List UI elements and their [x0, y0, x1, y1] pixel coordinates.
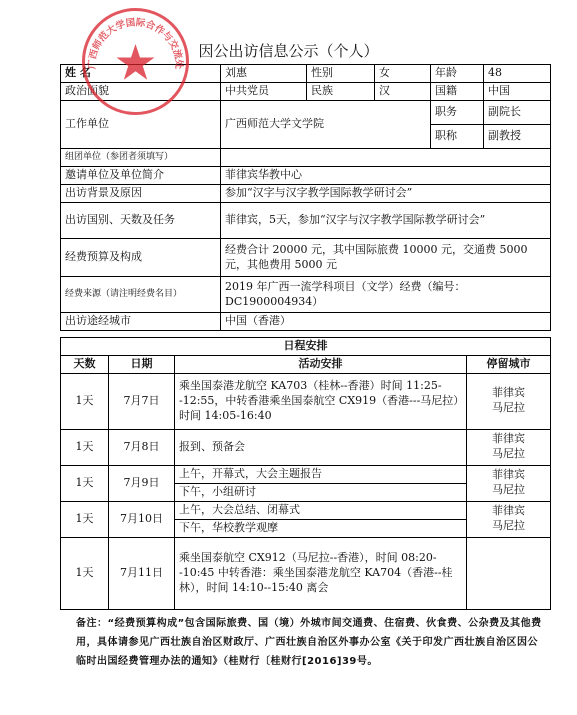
info-row-political: [61, 83, 551, 101]
table-row: [61, 537, 551, 609]
row-city: 菲律宾 马尼拉: [467, 373, 551, 429]
info-row-workplace: [61, 101, 551, 125]
table-row: [61, 501, 551, 519]
inviter-label: 邀请单位及单位简介: [61, 167, 221, 185]
schedule-heading-row: [61, 338, 551, 356]
purpose-value: 参加“汉字与汉字教学国际教学研讨会”: [221, 185, 551, 203]
row-days: 1天: [61, 465, 109, 501]
table-row: [61, 465, 551, 483]
transit-value: 中国（香港）: [221, 313, 551, 331]
name-value: 刘惠: [221, 65, 307, 83]
row-days: 1天: [61, 501, 109, 537]
row-days: 1天: [61, 373, 109, 429]
row-city: 菲律宾 马尼拉: [467, 429, 551, 465]
row-city: [467, 537, 551, 609]
table-row: [61, 429, 551, 465]
info-row-purpose: [61, 185, 551, 203]
group-label: 组团单位（参团者须填写）: [61, 149, 221, 167]
name-label: 姓 名: [61, 65, 221, 83]
age-label: 年龄: [431, 65, 484, 83]
ethnicity-label: 民族: [307, 83, 375, 101]
info-row-funding: [61, 277, 551, 313]
purpose-label: 出访背景及原因: [61, 185, 221, 203]
transit-label: 出访途经城市: [61, 313, 221, 331]
row-days: 1天: [61, 429, 109, 465]
row-activity: 乘坐国泰港龙航空 KA703（桂林--香港）时间 11:25--12:55，中转香港乘坐国泰航空 CX919（香港---马尼拉）时间 14:05-16:40: [175, 373, 467, 429]
row-city: 菲律宾 马尼拉: [467, 465, 551, 501]
funding-label: 经费来源（请注明经费名目）: [61, 277, 221, 313]
row-activity: 乘坐国泰航空 CX912（马尼拉--香港），时间 08:20--10:45 中转香港：乘坐国泰港龙航空 KA704（香港--桂林），时间 14:10--15:40 离会: [175, 537, 467, 609]
info-row-inviter: [61, 167, 551, 185]
header-date: 日期: [109, 355, 175, 373]
row-date: 7月10日: [109, 501, 175, 537]
row-activity: 报到、预备会: [175, 429, 467, 465]
row-activity: 上午，开幕式，大会主题报告: [175, 465, 467, 483]
row-date: 7月11日: [109, 537, 175, 609]
schedule-heading: 日程安排: [61, 338, 551, 356]
row-activity: 上午，大会总结、闭幕式: [175, 501, 467, 519]
info-row-destination: [61, 203, 551, 239]
seal-text-path: 广西师范大学国际合作与交流处: [86, 17, 185, 70]
political-label: 政治面貌: [61, 83, 221, 101]
table-row: [61, 373, 551, 429]
gender-value: 女: [375, 65, 431, 83]
gender-label: 性别: [307, 65, 375, 83]
nationality-value: 中国: [484, 83, 551, 101]
title-label: 职称: [431, 125, 484, 149]
row-date: 7月9日: [109, 465, 175, 501]
nationality-label: 国籍: [431, 83, 484, 101]
political-value: 中共党员: [221, 83, 307, 101]
budget-value: 经费合计 20000 元，其中国际旅费 10000 元，交通费 5000 元，其他费用 5000 元: [221, 239, 551, 277]
info-row-budget: [61, 239, 551, 277]
row-days: 1天: [61, 537, 109, 609]
document-title: 因公出访信息公示（个人）: [198, 42, 379, 60]
funding-value: 2019 年广西一流学科项目（文学）经费（编号：DC1900004934）: [221, 277, 551, 313]
row-date: 7月7日: [109, 373, 175, 429]
schedule-header-row: [61, 355, 551, 373]
age-value: 48: [484, 65, 551, 83]
group-value: [221, 149, 551, 167]
row-date: 7月8日: [109, 429, 175, 465]
info-table: [60, 64, 551, 331]
row-activity: 下午，小组研讨: [175, 483, 467, 501]
ethnicity-value: 汉: [375, 83, 431, 101]
position-value: 副院长: [484, 101, 551, 125]
row-city: 菲律宾 马尼拉: [467, 501, 551, 537]
header-days: 天数: [61, 355, 109, 373]
position-label: 职务: [431, 101, 484, 125]
info-row-transit: [61, 313, 551, 331]
footnote: 备注：“经费预算构成”包含国际旅费、国（境）外城市间交通费、住宿费、伙食费、公杂费及其他费用，具体请参见广西壮族自治区财政厅、广西壮族自治区外事办公室《关于印发广西壮族自治区因公临时出国经费管理办法的通知》（桂财行〔桂财行[2016]39号。: [76, 618, 542, 667]
destination-value: 菲律宾，5天，参加“汉字与汉字教学国际教学研讨会”: [221, 203, 551, 239]
destination-label: 出访国别、天数及任务: [61, 203, 221, 239]
budget-label: 经费预算及构成: [61, 239, 221, 277]
info-row-name: [61, 65, 551, 83]
header-activity: 活动安排: [175, 355, 467, 373]
inviter-value: 菲律宾华教中心: [221, 167, 551, 185]
workplace-label: 工作单位: [61, 101, 221, 149]
schedule-table: [60, 337, 551, 610]
info-row-group: [61, 149, 551, 167]
row-activity: 下午，华校教学观摩: [175, 519, 467, 537]
header-city: 停留城市: [467, 355, 551, 373]
title-value: 副教授: [484, 125, 551, 149]
workplace-value: 广西师范大学文学院: [221, 101, 431, 149]
